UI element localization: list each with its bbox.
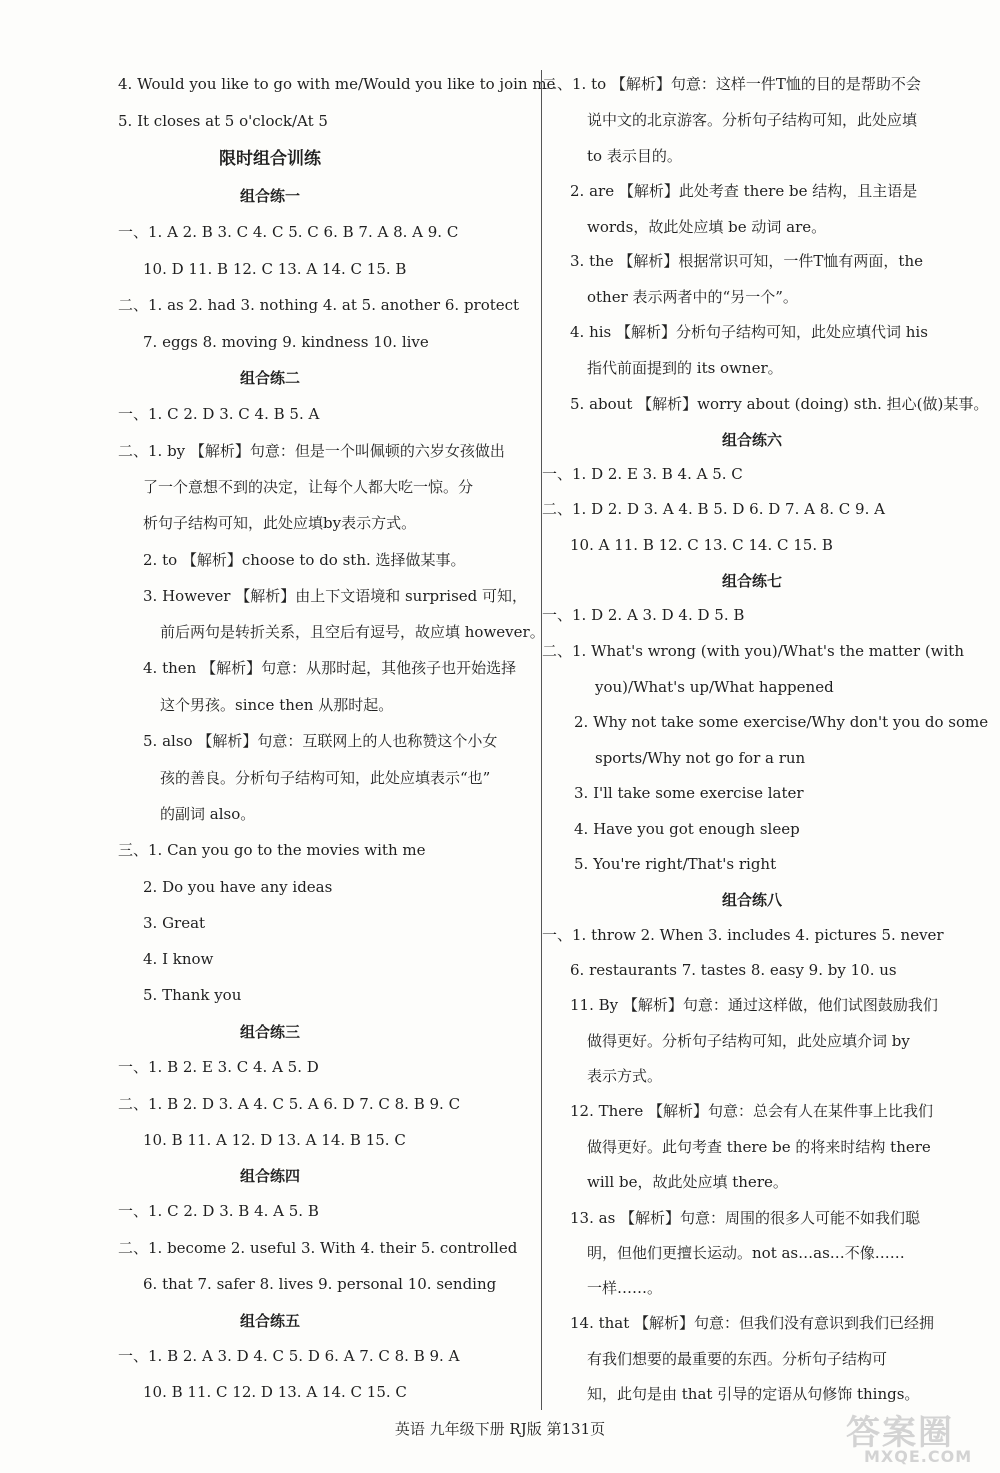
answer-line: 一、1. B 2. A 3. D 4. C 5. D 6. A 7. C 8. B 9. A [118,1347,460,1365]
answer-line: to 表示目的。 [587,147,682,165]
answer-line: 这个男孩。since then 从那时起。 [160,696,394,714]
answer-line: 4. Have you got enough sleep [574,820,800,838]
answer-line: 一、1. D 2. E 3. B 4. A 5. C [542,465,743,483]
answer-line: 孩的善良。分析句子结构可知，此处应填表示“也” [160,769,491,787]
answer-line: 3. However 【解析】由上下文语境和 surprised 可知， [143,587,528,605]
watermark-text: 答案圈 [846,1413,954,1453]
answer-line: 5. It closes at 5 o'clock/At 5 [118,112,328,130]
answer-line: 13. as 【解析】句意：周围的很多人可能不如我们聪 [570,1209,921,1227]
answer-line: 5. Thank you [143,986,242,1004]
answer-line: 指代前面提到的 its owner。 [587,359,783,377]
answer-line: 二、1. B 2. D 3. A 4. C 5. A 6. D 7. C 8. B 9. C [118,1095,461,1113]
answer-line: 一、1. C 2. D 3. B 4. A 5. B [118,1202,319,1220]
exercise-title: 组合练八 [721,891,782,909]
answer-line: will be，故此处应填 there。 [587,1173,788,1191]
answer-line: 做得更好。此句考查 there be 的将来时结构 there [587,1138,931,1156]
answer-line: 知，此句是由 that 引导的定语从句修饰 things。 [587,1385,920,1403]
answer-line: 12. There 【解析】句意：总会有人在某件事上比我们 [570,1102,933,1120]
answer-line: 11. By 【解析】句意：通过这样做，他们试图鼓励我们 [570,996,938,1014]
answer-line: 7. eggs 8. moving 9. kindness 10. live [143,333,429,351]
answer-line: 二、1. as 2. had 3. nothing 4. at 5. another 6. protect [118,296,520,314]
watermark-url: MXQE.COM [864,1447,973,1466]
exercise-title: 组合练四 [239,1167,300,1185]
answer-line: 2. Why not take some exercise/Why don't you do some [574,713,989,731]
answer-line: 10. B 11. C 12. D 13. A 14. C 15. C [143,1383,407,1401]
answer-line: 2. are 【解析】此处考查 there be 结构，且主语是 [570,182,918,200]
answer-line: 2. Do you have any ideas [143,878,333,896]
answer-line: 10. D 11. B 12. C 13. A 14. C 15. B [143,260,407,278]
exercise-title: 组合练二 [239,369,300,387]
answer-line: 2. to 【解析】choose to do sth. 选择做某事。 [143,551,466,569]
answer-line: 一、1. C 2. D 3. C 4. B 5. A [118,405,320,423]
answer-line: 4. then 【解析】句意：从那时起，其他孩子也开始选择 [143,659,517,677]
answer-line: 二、1. What's wrong (with you)/What's the matter (with [542,642,964,660]
answer-line: words，故此处应填 be 动词 are。 [587,218,827,236]
answer-line: you)/What's up/What happened [595,678,834,696]
answer-line: 6. restaurants 7. tastes 8. easy 9. by 10. us [570,961,897,979]
answer-line: 二、1. by 【解析】句意：但是一个叫佩顿的六岁女孩做出 [118,442,505,460]
exercise-title: 组合练五 [239,1312,300,1330]
answer-line: 4. his 【解析】分析句子结构可知，此处应填代词 his [570,323,928,341]
answer-line: 3. Great [143,914,206,932]
answer-line: 10. A 11. B 12. C 13. C 14. C 15. B [570,536,833,554]
answer-line: 一、1. D 2. A 3. D 4. D 5. B [542,606,745,624]
answer-line: 做得更好。分析句子结构可知，此处应填介词 by [587,1032,910,1050]
answer-line: 5. also 【解析】句意：互联网上的人也称赞这个小女 [143,732,498,750]
answer-line: 有我们想要的最重要的东西。分析句子结构可 [587,1350,888,1368]
answer-line: sports/Why not go for a run [595,749,806,767]
answer-line: 6. that 7. safer 8. lives 9. personal 10. sending [143,1275,497,1293]
answer-line: 一、1. B 2. E 3. C 4. A 5. D [118,1058,319,1076]
answer-line: 明，但他们更擅长运动。not as…as…不像…… [587,1244,905,1262]
answer-line: 三、1. Can you go to the movies with me [118,841,426,859]
answer-line: 一、1. throw 2. When 3. includes 4. pictures 5. never [542,926,944,944]
right-column [542,0,1000,1410]
answer-line: 5. You're right/That's right [574,855,777,873]
answer-line: 14. that 【解析】句意：但我们没有意识到我们已经拥 [570,1314,935,1332]
answer-line: 3. the 【解析】根据常识可知，一件T恤有两面，the [570,252,923,270]
exercise-title: 组合练三 [239,1023,300,1041]
answer-line: 的副词 also。 [160,805,256,823]
answer-line: 析句子结构可知，此处应填by表示方式。 [143,514,417,532]
exercise-title: 组合练六 [721,431,782,449]
exercise-title: 组合练一 [239,187,300,205]
answer-line: 二、1. become 2. useful 3. With 4. their 5. controlled [118,1239,518,1257]
answer-line: other 表示两者中的“另一个”。 [587,288,798,306]
answer-line: 一、1. A 2. B 3. C 4. C 5. C 6. B 7. A 8. A 9. C [118,223,459,241]
answer-line: 二、1. to 【解析】句意：这样一件T恤的目的是帮助不会 [542,75,921,93]
answer-line: 一样……。 [587,1279,663,1297]
answer-line: 说中文的北京游客。分析句子结构可知，此处应填 [587,111,918,129]
page-footer: 英语 九年级下册 RJ版 第131页 [394,1420,606,1438]
answer-line: 3. I'll take some exercise later [574,784,804,802]
answer-line: 表示方式。 [587,1067,663,1085]
answer-line: 了一个意想不到的决定，让每个人都大吃一惊。分 [143,478,474,496]
answer-line: 5. about 【解析】worry about (doing) sth. 担心(做)某事。 [570,395,989,413]
answer-line: 4. Would you like to go with me/Would you like to join me [118,75,556,93]
answer-line: 二、1. D 2. D 3. A 4. B 5. D 6. D 7. A 8. C 9. A [542,500,885,518]
answer-line: 4. I know [143,950,214,968]
answer-line: 前后两句是转折关系，且空后有逗号，故应填 however。 [160,623,545,641]
section-title: 限时组合训练 [219,149,321,169]
answer-line: 10. B 11. A 12. D 13. A 14. B 15. C [143,1131,406,1149]
watermark-logo [840,1405,995,1467]
exercise-title: 组合练七 [721,572,782,590]
